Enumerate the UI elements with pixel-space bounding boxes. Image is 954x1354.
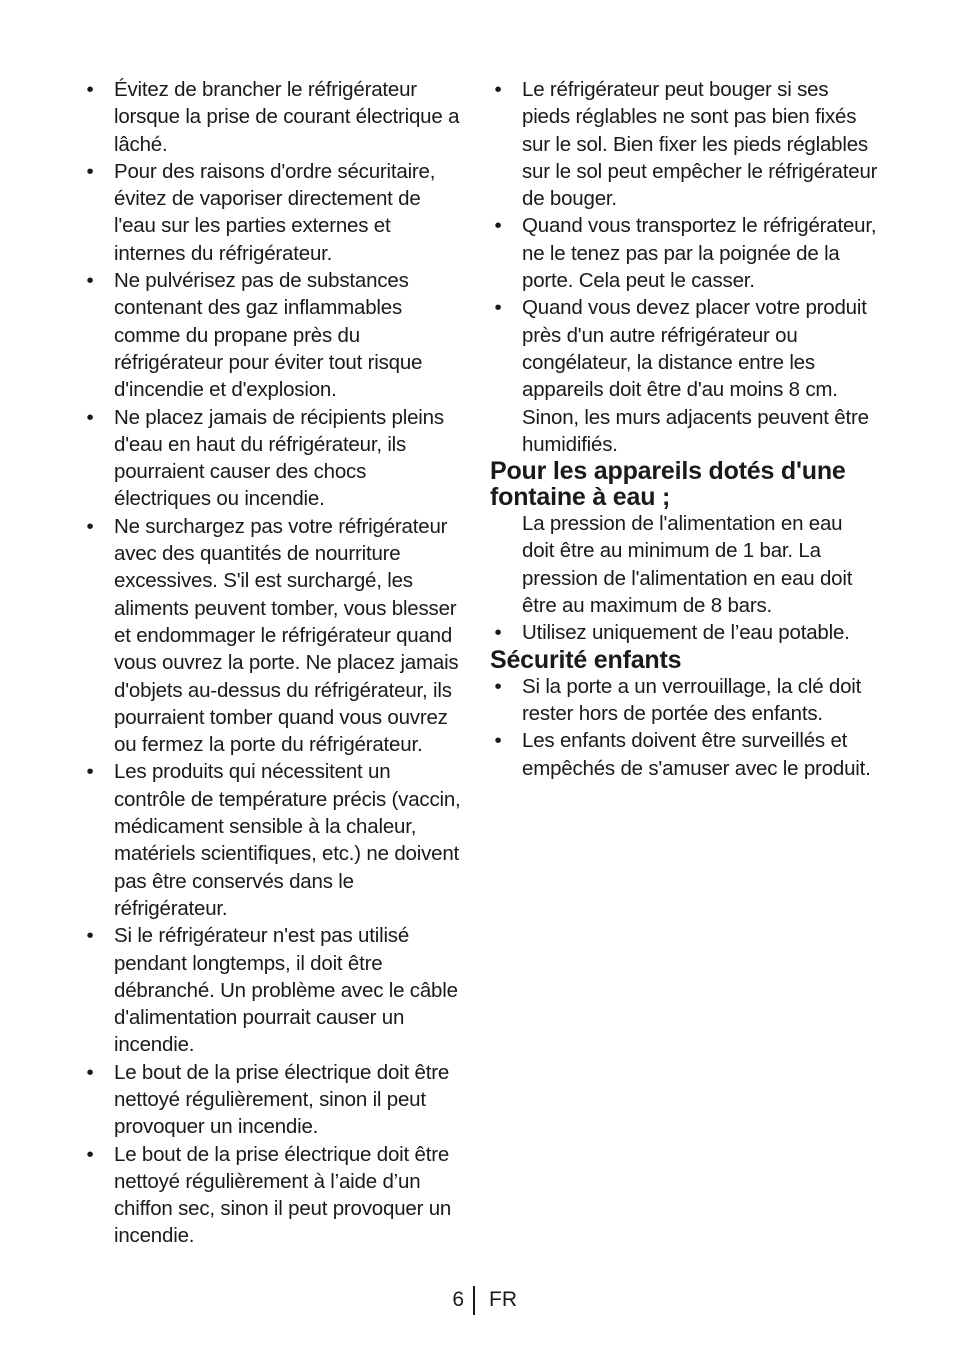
fountain-list: [490, 619, 880, 646]
bullet-icon: •: [86, 760, 94, 784]
bullet-icon: •: [494, 78, 502, 101]
list-item-text: Pour des raisons d'ordre sécuritaire, évitez de vaporiser directement de l'eau sur les parties externes et internes du réfrigérateur.: [114, 159, 436, 265]
list-item: [82, 922, 467, 1058]
fountain-pressure-paragraph: La pression de l'alimentation en eau doit être au minimum de 1 bar. La pression de l'alimentation en eau doit être au maximum de 8 bars.: [522, 512, 853, 618]
bullet-icon: •: [86, 1142, 94, 1166]
list-item-text: Quand vous devez placer votre produit près d'un autre réfrigérateur ou congélateur, la distance entre les appareils doit être d'au moins 8 cm. Sinon, les murs adjacents peuvent être humidifiés.: [522, 296, 869, 456]
list-item-text: Si la porte a un verrouillage, la clé doit rester hors de portée des enfants.: [522, 674, 862, 725]
list-item: [82, 758, 467, 922]
list-item: [82, 76, 467, 158]
list-item: [82, 158, 467, 267]
bullet-icon: •: [494, 214, 502, 238]
right-column: [490, 76, 880, 782]
child-safety-list: [490, 673, 880, 782]
list-item-text: Si le réfrigérateur n'est pas utilisé pendant longtemps, il doit être débranché. Un problème avec le câble d'alimentation pourrait causer un incendie.: [114, 924, 458, 1057]
list-item-text: Le réfrigérateur peut bouger si ses pieds réglables ne sont pas bien fixés sur le sol. Bien fixer les pieds réglables sur le sol peut empêcher le réfrigérateur de bouger.: [522, 78, 878, 211]
language-code: FR: [489, 1288, 517, 1311]
bullet-icon: •: [86, 514, 94, 538]
page-number: 6: [452, 1288, 464, 1311]
bullet-icon: •: [494, 296, 502, 320]
safety-list-right: [490, 76, 880, 458]
fountain-section-heading: Pour les appareils dotés d'une fontaine à eau ;: [490, 457, 846, 512]
list-item: [490, 619, 880, 646]
page-footer: [0, 1286, 954, 1316]
list-item-text: Les produits qui nécessitent un contrôle de température précis (vaccin, médicament sensible à la chaleur, matériels scientifiques, etc.) ne doivent pas être conservés dans le réfrigérateur.: [114, 760, 461, 920]
list-item: [490, 294, 880, 458]
list-item: [490, 76, 880, 212]
left-column: [82, 76, 467, 1250]
list-item: [82, 267, 467, 403]
bullet-icon: •: [86, 78, 94, 101]
bullet-icon: •: [86, 924, 94, 948]
list-item-text: Ne placez jamais de récipients pleins d'eau en haut du réfrigérateur, ils pourraient causer des chocs électriques ou incendie.: [114, 405, 444, 511]
bullet-icon: •: [86, 405, 94, 429]
list-item-text: Ne surchargez pas votre réfrigérateur avec des quantités de nourriture excessives. S'il est surchargé, les aliments peuvent tomber, vous blesser et endommager le réfrigérateur quand vous ouvrez la porte. Ne placez jamais d'objets au-dessus du réfrigérateur, ils pourraient tomber quand vous ouvrez ou fermez la porte du réfrigérateur.: [114, 514, 459, 757]
list-item: [490, 727, 880, 782]
list-item-text: Les enfants doivent être surveillés et empêchés de s'amuser avec le produit.: [522, 729, 871, 780]
list-item-text: Utilisez uniquement de l’eau potable.: [522, 621, 850, 645]
list-item: [82, 1141, 467, 1250]
bullet-icon: •: [494, 674, 502, 698]
list-item-text: Le bout de la prise électrique doit être nettoyé régulièrement, sinon il peut provoquer un incendie.: [114, 1060, 450, 1139]
bullet-icon: •: [494, 729, 502, 753]
list-item-text: Ne pulvérisez pas de substances contenant des gaz inflammables comme du propane près du réfrigérateur pour éviter tout risque d'incendie et d'explosion.: [114, 269, 423, 402]
bullet-icon: •: [86, 1060, 94, 1084]
bullet-icon: •: [86, 269, 94, 293]
bullet-icon: •: [86, 159, 94, 183]
list-item: [82, 1059, 467, 1141]
list-item-text: Quand vous transportez le réfrigérateur, ne le tenez pas par la poignée de la porte. Cela peut le casser.: [522, 214, 877, 293]
list-item-text: Le bout de la prise électrique doit être nettoyé régulièrement à l’aide d’un chiffon sec, sinon il peut provoquer un incendie.: [114, 1142, 452, 1248]
list-item: [82, 513, 467, 759]
safety-list-left: [82, 76, 467, 1250]
footer-divider: [473, 1286, 475, 1315]
list-item: [490, 673, 880, 728]
child-safety-heading: Sécurité enfants: [490, 645, 682, 674]
bullet-icon: •: [494, 621, 502, 645]
list-item: [82, 404, 467, 513]
list-item: [490, 212, 880, 294]
list-item-text: Évitez de brancher le réfrigérateur lorsque la prise de courant électrique a lâché.: [114, 78, 460, 156]
